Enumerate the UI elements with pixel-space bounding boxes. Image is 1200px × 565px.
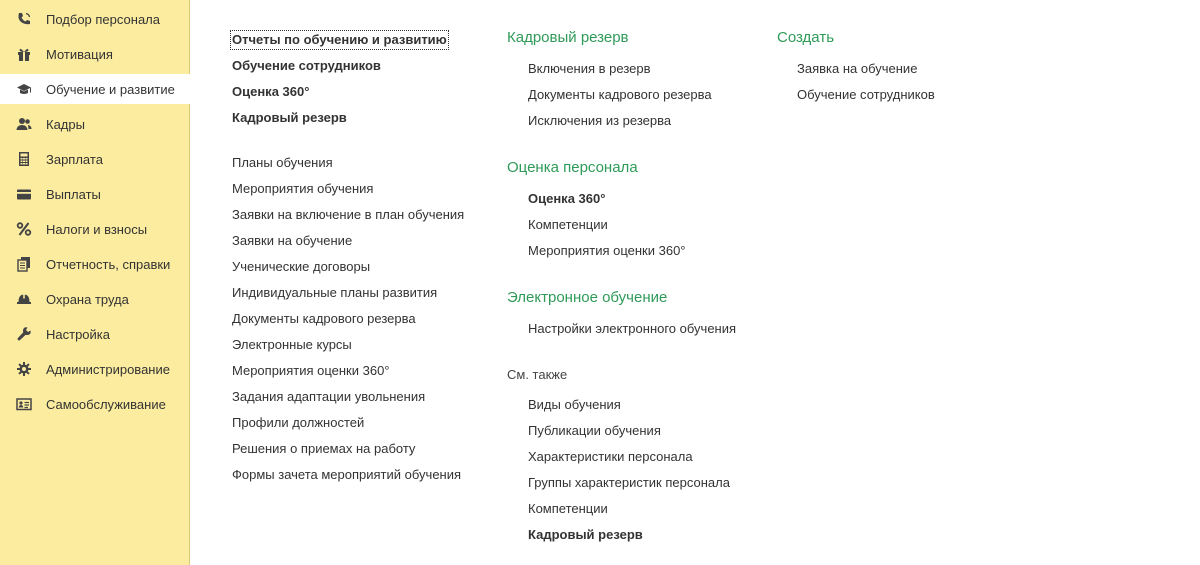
link-talent-pool[interactable]: Кадровый резерв xyxy=(232,110,347,125)
link-e-learning-settings[interactable]: Настройки электронного обучения xyxy=(528,321,737,336)
sidebar-item-label: Выплаты xyxy=(46,186,101,202)
link-reserve-documents[interactable]: Документы кадрового резерва xyxy=(528,87,712,102)
link-create-training-request[interactable]: Заявка на обучение xyxy=(797,61,918,76)
sidebar-item-label: Подбор персонала xyxy=(46,11,160,27)
id-card-icon xyxy=(16,396,32,412)
sidebar-item-training[interactable] xyxy=(0,74,190,104)
link-training-credit-forms[interactable]: Формы зачета мероприятий обучения xyxy=(232,467,462,482)
link-training-plans[interactable]: Планы обучения xyxy=(232,155,333,170)
link-talent-pool-documents[interactable]: Документы кадрового резерва xyxy=(232,311,416,326)
sidebar-item-label: Самообслуживание xyxy=(46,396,166,412)
sidebar-item-label: Администрирование xyxy=(46,361,170,377)
sidebar-item-payments[interactable] xyxy=(0,179,189,209)
sidebar-item-self-service[interactable] xyxy=(0,389,189,419)
gear-icon xyxy=(16,361,32,377)
sidebar-item-labor-safety[interactable] xyxy=(0,284,189,314)
sidebar-item-taxes[interactable] xyxy=(0,214,189,244)
link-training-types[interactable]: Виды обучения xyxy=(528,397,621,412)
link-position-profiles[interactable]: Профили должностей xyxy=(232,415,365,430)
wallet-icon xyxy=(16,186,32,202)
link-training-requests[interactable]: Заявки на обучение xyxy=(232,233,353,248)
people-icon xyxy=(16,116,32,132)
calculator-icon xyxy=(16,151,32,167)
link-assessment-360-2[interactable]: Оценка 360° xyxy=(528,191,606,206)
documents-icon xyxy=(16,256,32,272)
sidebar-item-label: Обучение и развитие xyxy=(46,81,175,97)
group-title-talent-pool: Кадровый резерв xyxy=(507,29,629,46)
group-title-personnel-assessment: Оценка персонала xyxy=(507,159,638,176)
link-reserve-exclusions[interactable]: Исключения из резерва xyxy=(528,113,672,128)
sidebar-item-reports[interactable] xyxy=(0,249,189,279)
sidebar-item-salary[interactable] xyxy=(0,144,189,174)
phone-icon xyxy=(16,11,32,27)
graduation-cap-icon xyxy=(16,81,32,97)
sidebar-item-label: Охрана труда xyxy=(46,291,129,307)
link-e-courses[interactable]: Электронные курсы xyxy=(232,337,352,352)
link-apprentice-contracts[interactable]: Ученические договоры xyxy=(232,259,371,274)
link-training-reports[interactable]: Отчеты по обучению и развитию xyxy=(232,32,447,47)
sidebar-item-label: Кадры xyxy=(46,116,85,132)
sidebar-item-label: Зарплата xyxy=(46,151,103,167)
gift-icon xyxy=(16,46,32,62)
link-competencies[interactable]: Компетенции xyxy=(528,217,608,232)
link-training-events[interactable]: Мероприятия обучения xyxy=(232,181,374,196)
link-create-employee-training[interactable]: Обучение сотрудников xyxy=(797,87,935,102)
sidebar-item-label: Отчетность, справки xyxy=(46,256,171,272)
sidebar-item-hr[interactable] xyxy=(0,109,189,139)
sidebar-item-label: Налоги и взносы xyxy=(46,221,148,237)
wrench-icon xyxy=(16,326,32,342)
link-assessment-360[interactable]: Оценка 360° xyxy=(232,84,310,99)
link-characteristic-groups[interactable]: Группы характеристик персонала xyxy=(528,475,730,490)
sidebar-item-label: Мотивация xyxy=(46,46,113,62)
link-assessment-360-events-2[interactable]: Мероприятия оценки 360° xyxy=(528,243,686,258)
link-plan-inclusion-requests[interactable]: Заявки на включение в план обучения xyxy=(232,207,465,222)
sidebar-item-administration[interactable] xyxy=(0,354,189,384)
link-individual-development-plans[interactable]: Индивидуальные планы развития xyxy=(232,285,438,300)
link-employee-training[interactable]: Обучение сотрудников xyxy=(232,58,381,73)
link-personnel-characteristics[interactable]: Характеристики персонала xyxy=(528,449,693,464)
sidebar-item-recruitment[interactable] xyxy=(0,4,189,34)
group-title-create: Создать xyxy=(777,29,835,46)
sidebar-item-label: Настройка xyxy=(46,326,110,342)
sidebar xyxy=(0,0,190,565)
link-hiring-decisions[interactable]: Решения о приемах на работу xyxy=(232,441,416,456)
group-title-e-learning: Электронное обучение xyxy=(507,289,668,306)
see-also-label: См. также xyxy=(507,367,568,382)
percent-icon xyxy=(16,221,32,237)
sidebar-item-settings[interactable] xyxy=(0,319,189,349)
link-competencies-2[interactable]: Компетенции xyxy=(528,501,608,516)
link-assessment-360-events[interactable]: Мероприятия оценки 360° xyxy=(232,363,390,378)
link-adaptation-dismissal-tasks[interactable]: Задания адаптации увольнения xyxy=(232,389,426,404)
link-training-publications[interactable]: Публикации обучения xyxy=(528,423,661,438)
hard-hat-icon xyxy=(16,291,32,307)
link-talent-pool-2[interactable]: Кадровый резерв xyxy=(528,527,643,542)
sidebar-item-motivation[interactable] xyxy=(0,39,189,69)
link-reserve-inclusions[interactable]: Включения в резерв xyxy=(528,61,651,76)
